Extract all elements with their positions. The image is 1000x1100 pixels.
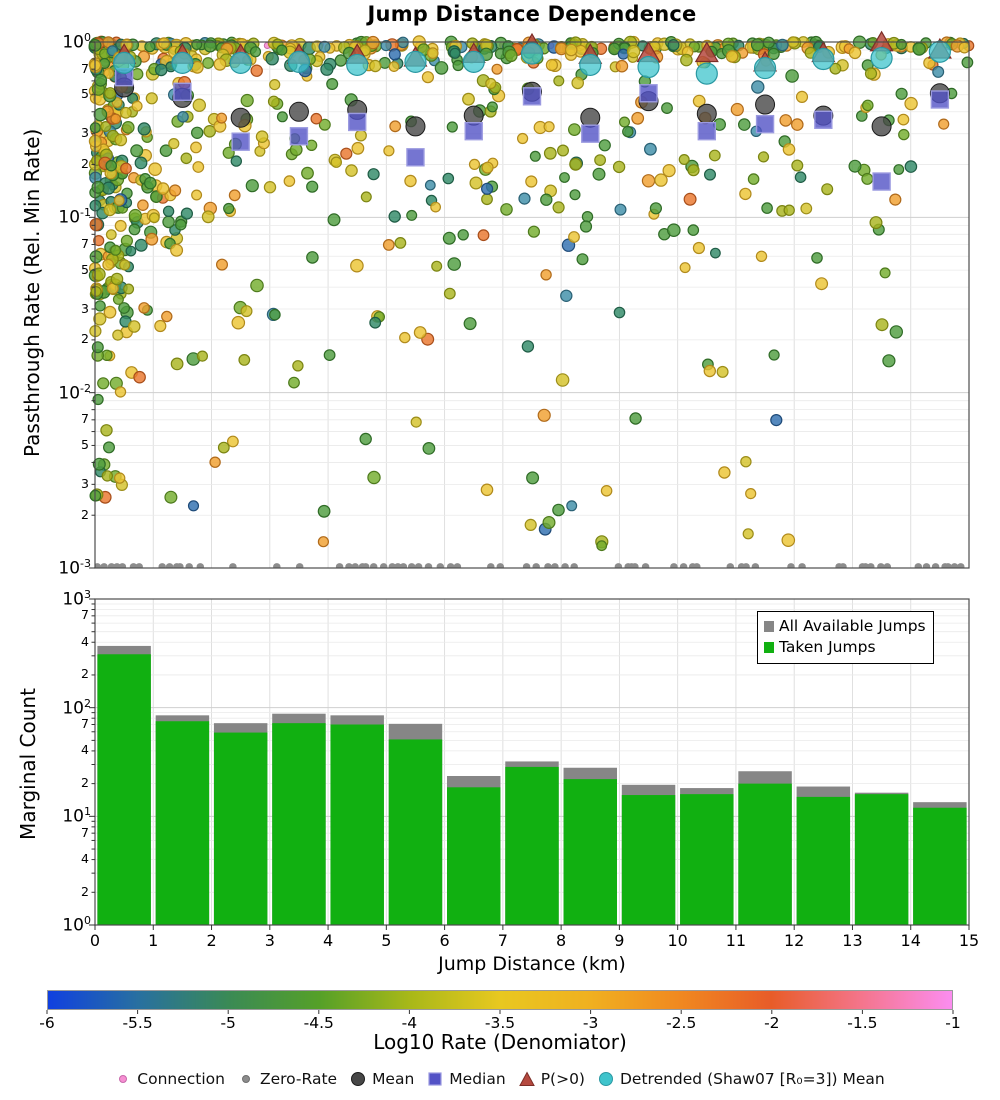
- top-y-major-tick-label: $10^{-2}$: [58, 381, 91, 404]
- bottom-y-minor-tick-label: 2: [81, 883, 89, 899]
- legend-item-label: Connection: [137, 1070, 225, 1088]
- bottom-y-minor-tick-label: 7: [81, 607, 89, 623]
- bottom-y-major-tick-label: $10^3$: [62, 588, 91, 610]
- bar-taken: [97, 654, 150, 925]
- bar-taken: [505, 767, 558, 925]
- colorbar-tick-label: -5.5: [122, 1014, 153, 1032]
- x-tick-label: 9: [614, 931, 625, 950]
- colorbar-tick-label: -5: [220, 1014, 236, 1032]
- top-y-minor-tick-label: 2: [81, 506, 89, 522]
- detrended-mean-marker: [522, 43, 543, 64]
- detrended-mean-marker: [871, 48, 892, 69]
- colorbar-tick-label: -2: [764, 1014, 780, 1032]
- median-marker: [232, 133, 249, 150]
- top-y-minor-tick-label: 5: [81, 261, 89, 277]
- top-y-minor-tick-label: 2: [81, 156, 89, 172]
- bar-taken: [680, 794, 733, 925]
- median-marker: [698, 123, 715, 140]
- detrended-mean-marker: [114, 52, 135, 73]
- bar-taken: [272, 723, 325, 925]
- median-marker: [524, 88, 541, 105]
- bottom-y-minor-tick-label: 2: [81, 666, 89, 682]
- bottom-y-minor-tick-label: 2: [81, 775, 89, 791]
- x-tick-label: 1: [148, 931, 159, 950]
- histogram-bars: [97, 646, 966, 925]
- bar-taken: [913, 808, 966, 925]
- top-y-minor-tick-label: 5: [81, 86, 89, 102]
- median-marker: [815, 111, 832, 128]
- x-tick-label: 4: [322, 931, 334, 950]
- bottom-y-minor-tick-label: 4: [81, 742, 89, 758]
- colorbar: [47, 990, 953, 1010]
- detrended-mean-marker: [580, 54, 601, 75]
- top-y-minor-tick-label: 7: [81, 235, 89, 251]
- chart-title: Jump Distance Dependence: [367, 2, 697, 26]
- mean-marker: [872, 117, 891, 136]
- top-y-minor-tick-label: 3: [81, 475, 89, 491]
- bottom-y-major-tick-label: $10^1$: [62, 805, 91, 827]
- bar-taken: [564, 779, 617, 925]
- legend-row-all-available: [764, 616, 926, 637]
- mean-marker: [581, 108, 600, 127]
- median-marker: [757, 116, 774, 133]
- x-tick-label: 3: [264, 931, 275, 950]
- colorbar-tick-label: -1.5: [847, 1014, 878, 1032]
- bar-taken: [622, 795, 675, 925]
- bar-taken: [156, 721, 209, 925]
- x-tick-label: 2: [206, 931, 217, 950]
- legend-item-median: [427, 1070, 505, 1088]
- colorbar-tick-label: -6: [39, 1014, 55, 1032]
- legend-item-label: P(>0): [540, 1070, 585, 1088]
- bar-taken: [447, 787, 500, 925]
- bar-taken: [214, 733, 267, 925]
- histogram-legend: [757, 611, 934, 664]
- summary-markers: [113, 32, 951, 190]
- colorbar-tick-label: -3.5: [484, 1014, 516, 1032]
- x-tick-label: 14: [900, 931, 921, 950]
- taken-jumps-swatch: [764, 642, 774, 653]
- legend-label: Taken Jumps: [779, 638, 876, 656]
- bottom-y-major-tick-label: $10^0$: [62, 914, 91, 936]
- detrended-mean-marker: [696, 63, 717, 84]
- bottom-y-axis-label: Marginal Count: [16, 688, 40, 840]
- all-available-jumps-swatch: [764, 621, 774, 632]
- mean-marker: [697, 104, 716, 123]
- x-tick-label: 10: [667, 931, 688, 950]
- x-tick-label: 6: [439, 931, 450, 950]
- median-marker: [174, 83, 191, 100]
- bar-taken: [738, 784, 791, 925]
- detrended-mean-marker: [230, 52, 251, 73]
- colorbar-tick-label: -4.5: [303, 1014, 334, 1032]
- bar-taken: [389, 739, 442, 925]
- detrended-mean-marker: [755, 58, 776, 79]
- scatter-points: [89, 36, 974, 551]
- legend-row-taken: [764, 637, 926, 658]
- bar-taken: [855, 794, 908, 925]
- detrended-mean-marker: [638, 57, 659, 78]
- circle-icon: [598, 1071, 614, 1087]
- bar-taken: [330, 724, 383, 925]
- mean-marker: [406, 117, 425, 136]
- top-y-axis-label: Passthrough Rate (Rel. Min Rate): [20, 128, 44, 457]
- detrended-mean-marker: [172, 52, 193, 73]
- x-tick-label: 0: [89, 931, 101, 950]
- detrended-mean-marker: [347, 54, 368, 75]
- median-marker: [582, 125, 599, 142]
- x-tick-label: 12: [784, 931, 805, 950]
- bottom-y-minor-tick-label: 4: [81, 851, 89, 867]
- detrended-mean-marker: [405, 51, 426, 72]
- dot-icon: [115, 1071, 131, 1087]
- legend-item-p-0-: [519, 1070, 585, 1088]
- median-marker: [931, 91, 948, 108]
- detrended-mean-marker: [463, 51, 484, 72]
- legend-item-label: Median: [449, 1070, 506, 1088]
- colorbar-tick-label: -2.5: [666, 1014, 697, 1032]
- median-marker: [290, 128, 307, 145]
- top-y-major-tick-label: $10^{-1}$: [58, 206, 91, 228]
- mean-marker: [756, 95, 775, 114]
- zero-rate-points: [94, 563, 965, 570]
- bottom-y-minor-tick-label: 4: [81, 633, 89, 649]
- colorbar-tick-label: -1: [945, 1014, 961, 1032]
- marker-legend: [0, 1070, 1000, 1088]
- legend-item-label: Mean: [372, 1070, 415, 1088]
- x-tick-label: 7: [497, 931, 508, 950]
- legend-item-zero-rate: [238, 1070, 337, 1088]
- detrended-mean-marker: [288, 51, 309, 72]
- top-y-major-tick-label: $10^0$: [62, 31, 91, 53]
- bottom-y-major-tick-label: $10^2$: [62, 696, 91, 719]
- top-y-minor-tick-label: 7: [81, 60, 89, 76]
- colorbar-tick-label: -4: [401, 1014, 418, 1032]
- legend-item-detrended-shaw07-r-3-mean: [598, 1070, 885, 1088]
- bottom-y-minor-tick-label: 7: [81, 824, 89, 840]
- top-y-minor-tick-label: 2: [81, 331, 89, 347]
- x-tick-label: 8: [556, 931, 567, 950]
- median-marker: [640, 85, 657, 102]
- triangle-icon: [519, 1071, 535, 1087]
- mean-marker: [231, 108, 250, 127]
- x-tick-label: 11: [725, 931, 747, 950]
- legend-item-connection: [115, 1070, 225, 1088]
- bar-taken: [797, 797, 850, 925]
- median-marker: [349, 113, 366, 130]
- top-y-minor-tick-label: 3: [81, 125, 89, 141]
- median-marker: [407, 149, 424, 166]
- bottom-y-minor-tick-label: 7: [81, 715, 89, 731]
- top-y-minor-tick-label: 3: [81, 300, 89, 316]
- colorbar-tick-label: -3: [582, 1014, 599, 1032]
- square-icon: [427, 1071, 443, 1087]
- x-tick-label: 13: [842, 931, 863, 950]
- x-tick-label: 5: [381, 931, 392, 950]
- legend-label: All Available Jumps: [779, 617, 926, 635]
- top-y-major-tick-label: $10^{-3}$: [58, 557, 91, 579]
- x-axis-label: Jump Distance (km): [438, 953, 626, 975]
- x-tick-label: 15: [958, 931, 980, 950]
- legend-item-label: Detrended (Shaw07 [R₀=3]) Mean: [619, 1070, 885, 1088]
- circle-icon: [350, 1071, 366, 1087]
- legend-item-mean: [350, 1070, 414, 1088]
- detrended-mean-marker: [813, 48, 834, 69]
- mean-marker: [289, 102, 308, 121]
- top-y-minor-tick-label: 5: [81, 436, 89, 452]
- median-marker: [465, 123, 482, 140]
- dot-icon: [238, 1071, 254, 1087]
- top-y-minor-tick-label: 7: [81, 411, 89, 427]
- detrended-mean-marker: [929, 41, 950, 62]
- median-marker: [873, 173, 890, 190]
- colorbar-label: Log10 Rate (Denomiator): [373, 1030, 627, 1054]
- legend-item-label: Zero-Rate: [259, 1070, 338, 1088]
